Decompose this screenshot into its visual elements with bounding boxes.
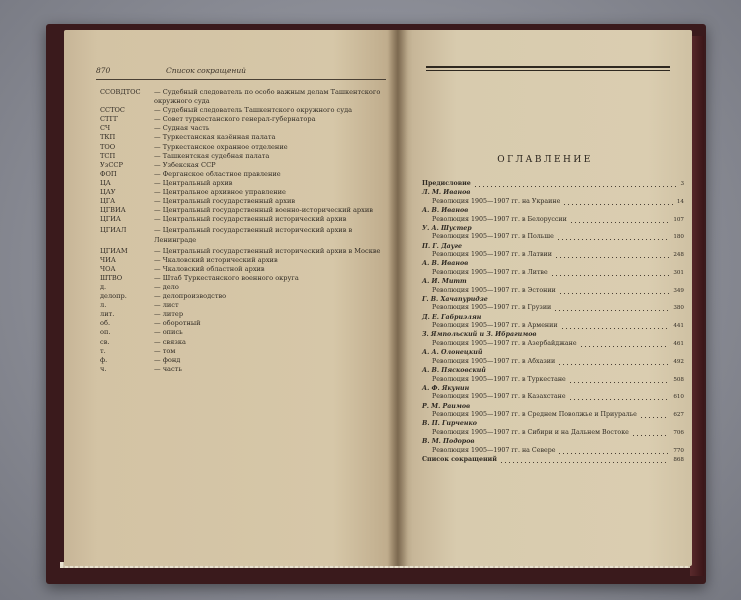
toc-chapter-title: Революция 1905—1907 гг. в Абхазии [432, 357, 556, 365]
toc-author: А. Ф. Якунин [422, 384, 470, 392]
toc-page-number: 868 [673, 456, 684, 463]
dot-leader [552, 275, 669, 276]
toc-author-line [422, 243, 684, 252]
abbreviation-definition: — опись [154, 328, 183, 337]
toc-author-line [422, 420, 684, 429]
toc-author-line [422, 349, 684, 358]
toc-entry [422, 367, 684, 384]
abbreviation-row [100, 115, 390, 124]
abbreviation-row [100, 226, 390, 244]
toc-page-number: 610 [673, 394, 684, 401]
toc-author: А. А. Олонецкий [422, 349, 483, 357]
abbreviation-code: ЦГВИА [100, 206, 126, 215]
abbreviation-code: ТСП [100, 151, 116, 160]
abbreviation-list [100, 86, 390, 374]
toc-heading: Список сокращений [422, 455, 497, 463]
toc-author-line [422, 438, 684, 447]
toc-chapter-title: Революция 1905—1907 гг. в Эстонии [432, 286, 556, 294]
toc-page-number: 349 [673, 287, 684, 294]
abbreviation-code: ТОО [100, 142, 116, 151]
abbreviation-row [100, 197, 390, 206]
toc-author: В. М. Подоров [422, 438, 475, 446]
abbreviation-definition: — Центральное архивное управление [154, 188, 286, 197]
toc-author: З. Ямпольский и З. Ибрагимов [422, 331, 537, 339]
toc-entry [422, 278, 684, 295]
abbreviation-row [100, 106, 390, 115]
toc-chapter-title: Революция 1905—1907 гг. в Азербайджане [432, 340, 577, 348]
toc-page-number: 380 [673, 305, 684, 312]
toc-author: А. В. Иванов [422, 260, 469, 268]
abbreviation-definition: — делопроизводство [154, 292, 227, 301]
abbreviation-row [100, 124, 390, 133]
abbreviation-code: об. [100, 319, 111, 328]
left-page [64, 30, 400, 566]
abbreviation-code: ЦГА [100, 197, 116, 206]
toc-page-number: 627 [673, 412, 684, 419]
toc-page-number: 107 [673, 216, 684, 223]
abbreviation-definition: — Ферганское областное правление [154, 169, 281, 178]
toc-entry [422, 260, 684, 277]
toc-chapter-title: Революция 1905—1907 гг. в Сибири и на Дальнем Востоке [432, 428, 629, 436]
toc-entry [422, 420, 684, 437]
dot-leader [571, 222, 669, 223]
abbreviation-row [100, 88, 390, 106]
toc-entry [422, 225, 684, 242]
toc-page-number: 301 [673, 269, 684, 276]
toc-chapter-title-line [422, 411, 684, 420]
abbreviation-definition: — Туркестанское охранное отделение [154, 142, 288, 151]
dot-leader [558, 239, 669, 240]
toc-chapter-title-line [422, 376, 684, 385]
abbreviation-code: д. [100, 282, 107, 291]
toc-chapter-title: Революция 1905—1907 гг. в Литве [432, 268, 548, 276]
toc-author-line [422, 296, 684, 305]
toc-entry [422, 349, 684, 366]
toc-author: А. В. Пясковский [422, 367, 486, 374]
abbreviation-code: ф. [100, 355, 108, 364]
toc-author-line [422, 189, 684, 198]
toc-author: У. А. Шустер [422, 224, 472, 232]
toc-page-number: 180 [673, 234, 684, 241]
toc-chapter-title-line [422, 358, 684, 367]
abbreviation-code: т. [100, 346, 106, 355]
toc-chapter-title: Революция 1905—1907 гг. в Латвии [432, 251, 552, 259]
abbreviation-row [100, 283, 390, 292]
abbreviation-definition: — часть [154, 364, 182, 373]
toc-author-line [422, 278, 684, 287]
abbreviation-definition: — Узбекская ССР [154, 160, 216, 169]
toc-author-line [422, 331, 684, 340]
abbreviation-code: ССТОС [100, 106, 125, 115]
toc-entry [422, 314, 684, 331]
toc-entry [422, 296, 684, 313]
abbreviation-code: ШТВО [100, 273, 123, 282]
toc-chapter-title-line [422, 216, 684, 225]
cover-edge [690, 36, 704, 576]
toc-author: Р. М. Раимов [422, 402, 471, 410]
toc-author: Д. Е. Габриэлян [422, 313, 482, 321]
abbreviation-definition: — Ташкентская судебная палата [154, 151, 270, 160]
dot-leader [581, 346, 669, 347]
toc-author-line [422, 225, 684, 234]
toc-author-line [422, 314, 684, 323]
toc-heading-line [422, 456, 684, 465]
abbreviation-row [100, 365, 390, 374]
abbreviation-definition: — Центральный государственный исторический архив в Москве [154, 246, 381, 255]
abbreviation-definition: — фонд [154, 355, 181, 364]
abbreviation-definition: — Центральный государственный архив [154, 197, 296, 206]
toc-chapter-title: Революция 1905—1907 гг. в Польше [432, 233, 554, 241]
abbreviation-code: УзССР [100, 160, 123, 169]
abbreviation-row [100, 256, 390, 265]
toc-heading: Предисловие [422, 180, 471, 187]
abbreviation-row [100, 206, 390, 215]
dot-leader [559, 364, 669, 365]
right-page [398, 30, 692, 566]
toc-chapter-title: Революция 1905—1907 гг. в Среднем Поволжье и Приуралье [432, 411, 637, 419]
toc-page-number: 441 [673, 323, 684, 330]
abbreviation-row [100, 301, 390, 310]
abbreviation-row [100, 161, 390, 170]
abbreviation-row [100, 247, 390, 256]
abbreviation-row [100, 319, 390, 328]
toc-author-line [422, 367, 684, 376]
abbreviation-definition: — Туркестанская казённая палата [154, 133, 276, 142]
abbreviation-code: оп. [100, 328, 111, 337]
abbreviation-row [100, 188, 390, 197]
abbreviation-definition: — Судебный следователь Ташкентского окружного суда [154, 106, 353, 115]
toc-page-number: 770 [673, 447, 684, 454]
toc-chapter-title: Революция 1905—1907 гг. в Армении [432, 322, 558, 330]
dot-leader [570, 399, 669, 400]
abbreviation-definition: — Чкаловский исторический архив [154, 255, 278, 264]
abbreviation-row [100, 170, 390, 179]
abbreviation-code: л. [100, 301, 107, 310]
abbreviation-code: св. [100, 337, 110, 346]
abbreviation-definition: — Центральный государственный исторический архив [154, 215, 347, 224]
toc-chapter-title-line [422, 304, 684, 313]
abbreviation-code: ТКП [100, 133, 116, 142]
toc-entry [422, 180, 684, 189]
abbreviation-row [100, 143, 390, 152]
toc-page-number: 492 [673, 358, 684, 365]
abbreviation-definition: — Судная часть [154, 124, 210, 133]
abbreviation-code: ФОП [100, 169, 117, 178]
toc-author-line [422, 207, 684, 216]
abbreviation-code: ЦАУ [100, 188, 116, 197]
toc-chapter-title: Революция 1905—1907 гг. на Украине [432, 197, 561, 205]
toc-chapter-title-line [422, 322, 684, 331]
toc-page-number: 14 [676, 198, 684, 205]
dot-leader [562, 328, 669, 329]
toc-entry [422, 438, 684, 455]
toc-chapter-title-line [422, 198, 684, 207]
abbreviation-row [100, 328, 390, 337]
abbreviation-definition: — Центральный государственный исторический архив в Ленинграде [154, 226, 353, 244]
toc-chapter-title-line [422, 251, 684, 260]
abbreviation-definition: — дело [154, 282, 179, 291]
abbreviation-definition: — литер [154, 310, 184, 319]
abbreviation-definition: — лист [154, 301, 179, 310]
toc-chapter-title-line [422, 233, 684, 242]
page-number: 870 [96, 66, 111, 75]
abbreviation-code: ЧОА [100, 264, 116, 273]
abbreviation-row [100, 215, 390, 224]
dot-leader [556, 257, 669, 258]
abbreviation-row [100, 152, 390, 161]
toc-chapter-title-line [422, 287, 684, 296]
abbreviation-row [100, 310, 390, 319]
abbreviation-definition: — том [154, 346, 176, 355]
dot-leader [555, 310, 669, 311]
abbreviation-row [100, 356, 390, 365]
abbreviation-code: лит. [100, 310, 115, 319]
abbreviation-code: ЦА [100, 178, 111, 187]
abbreviation-definition: — Штаб Туркестанского военного округа [154, 273, 299, 282]
toc-author: Л. М. Иванов [422, 189, 471, 197]
toc-heading-line [422, 180, 684, 189]
dot-leader [564, 204, 673, 205]
toc-author-line [422, 403, 684, 412]
toc-chapter-title-line [422, 393, 684, 402]
dot-leader [641, 417, 669, 418]
toc-chapter-title-line [422, 269, 684, 278]
toc-author: А. И. Митт [422, 278, 467, 286]
abbreviation-code: СТГГ [100, 115, 119, 124]
abbreviation-code: ч. [100, 364, 107, 373]
dot-leader [570, 382, 669, 383]
top-rule [426, 66, 670, 68]
abbreviation-definition: — Центральный государственный военно-исторический архив [154, 206, 373, 215]
toc-entry [422, 331, 684, 348]
toc-author-line [422, 385, 684, 394]
toc-page-number: 508 [673, 376, 684, 383]
dot-leader [559, 453, 669, 454]
dot-leader [475, 186, 676, 187]
abbreviation-code: ЦГИАЛ [100, 226, 127, 235]
toc-entry [422, 385, 684, 402]
toc-entry [422, 403, 684, 420]
toc-entry [422, 207, 684, 224]
toc-author-line [422, 260, 684, 269]
abbreviation-code: ЦГИА [100, 215, 121, 224]
abbreviation-row [100, 179, 390, 188]
abbreviation-row [100, 133, 390, 142]
abbreviation-definition: — Центральный архив [154, 178, 233, 187]
toc-page-number: 706 [673, 429, 684, 436]
abbreviation-code: делопр. [100, 292, 127, 301]
toc-page-number: 461 [673, 341, 684, 348]
abbreviation-row [100, 274, 390, 283]
toc-chapter-title-line [422, 447, 684, 456]
running-head-title: Список сокращений [166, 66, 246, 75]
abbreviation-row [100, 292, 390, 301]
book-gutter [388, 30, 408, 566]
toc-author: А. В. Иванов [422, 206, 469, 214]
toc-author: П. Г. Дауге [422, 242, 463, 250]
table-of-contents [422, 180, 684, 465]
running-header [96, 66, 386, 80]
toc-author: В. П. Гирченко [422, 420, 477, 428]
dot-leader [560, 293, 669, 294]
toc-chapter-title-line [422, 429, 684, 438]
toc-title: ОГЛАВЛЕНИЕ [497, 155, 593, 165]
abbreviation-row [100, 338, 390, 347]
toc-chapter-title: Революция 1905—1907 гг. в Грузии [432, 304, 552, 312]
abbreviation-code: ССОВДТОС [100, 88, 141, 96]
toc-page-number: 3 [680, 181, 684, 187]
abbreviation-definition: — Судебный следователь по особо важным делам Ташкентского окружного суда [154, 88, 381, 106]
abbreviation-definition: — связка [154, 337, 186, 346]
abbreviation-definition: — Совет туркестанского генерал-губернатора [154, 115, 316, 124]
toc-entry [422, 243, 684, 260]
abbreviation-code: ЧИА [100, 255, 116, 264]
toc-entry [422, 189, 684, 206]
toc-chapter-title: Революция 1905—1907 гг. в Белоруссии [432, 215, 567, 223]
abbreviation-code: ЦГИАМ [100, 246, 128, 255]
toc-chapter-title: Революция 1905—1907 гг. на Севере [432, 446, 556, 454]
toc-page-number: 248 [673, 252, 684, 259]
dot-leader [633, 435, 669, 436]
toc-entry [422, 456, 684, 465]
toc-chapter-title: Революция 1905—1907 гг. в Казахстане [432, 393, 566, 401]
abbreviation-row [100, 347, 390, 356]
abbreviation-definition: — оборотный [154, 319, 201, 328]
dot-leader [501, 462, 669, 463]
toc-chapter-title: Революция 1905—1907 гг. в Туркестане [432, 375, 566, 383]
toc-chapter-title-line [422, 340, 684, 349]
abbreviation-definition: — Чкаловский областной архив [154, 264, 265, 273]
top-rule-thin [426, 70, 670, 71]
abbreviation-code: СЧ [100, 124, 111, 133]
toc-author: Г. В. Хачапуридзе [422, 295, 488, 303]
abbreviation-row [100, 265, 390, 274]
